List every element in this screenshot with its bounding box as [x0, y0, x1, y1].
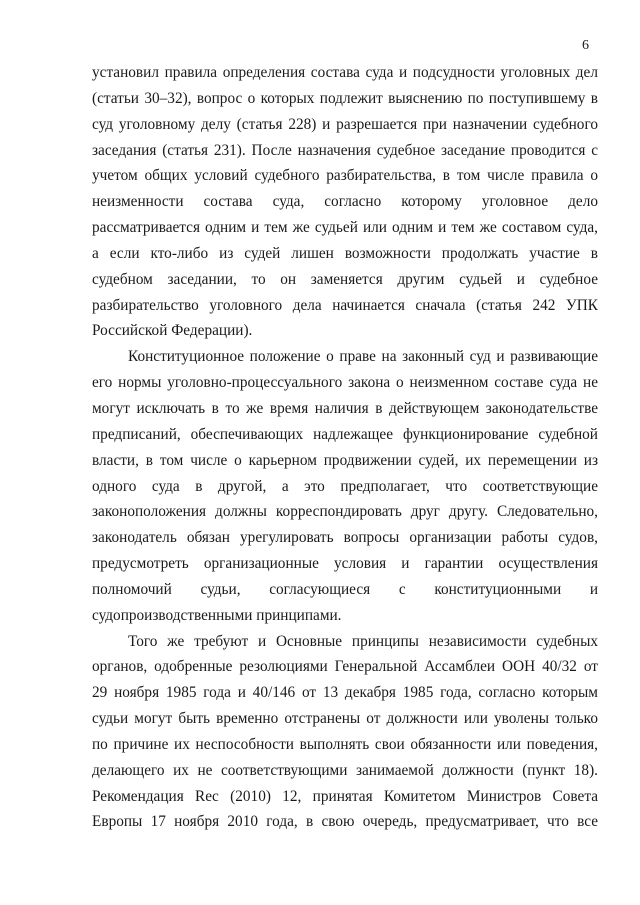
text-line: Российской Федерации). — [92, 322, 253, 340]
paragraph — [92, 629, 598, 836]
text-line: установил правила определения состава суда и подсудности уголовных дел — [92, 64, 598, 81]
text-line: могут исключать в то же время наличия в действующем законодательстве — [92, 399, 598, 417]
text-line: суд уголовному делу (статья 228) и разрешается при назначении судебного — [92, 115, 598, 133]
text-line: рассматривается одним и тем же судьей или одним и тем же составом суда, — [92, 219, 598, 237]
text-line: судебном заседании, то он заменяется другим судьей и судебное — [92, 270, 598, 288]
text-line: Рекомендация Rec (2010) 12, принятая Комитетом Министров Совета — [92, 787, 598, 805]
text-line: по причине их неспособности выполнять свои обязанности или поведения, — [92, 735, 598, 753]
text-line: органов, одобренные резолюциями Генеральной Ассамблеи ООН 40/32 от — [92, 658, 598, 676]
text-line: судопроизводственными принципами. — [92, 606, 342, 624]
text-line: полномочий судьи, согласующиеся с конституционными и — [92, 580, 598, 598]
text-line: законодатель обязан урегулировать вопросы организации работы судов, — [92, 529, 598, 547]
paragraph — [92, 60, 598, 344]
text-line: заседания (статья 231). После назначения судебное заседание проводится с — [92, 141, 598, 159]
text-line: его нормы уголовно-процессуального закона о неизменном составе суда не — [92, 374, 598, 392]
text-line: разбирательство уголовного дела начинается сначала (статья 242 УПК — [92, 296, 598, 314]
text-line: а если кто-либо из судей лишен возможности продолжать участие в — [92, 244, 598, 262]
paragraph — [92, 344, 598, 628]
text-line: (статьи 30–32), вопрос о которых подлежит выяснению по поступившему в — [92, 89, 598, 107]
text-line: неизменности состава суда, согласно которому уголовное дело — [92, 193, 598, 211]
text-line: делающего их не соответствующими занимаемой должности (пункт 18). — [92, 761, 598, 779]
text-line: Того же требуют и Основные принципы независимости судебных — [128, 632, 598, 650]
text-line: одного суда в другой, а это предполагает, что соответствующие — [92, 477, 598, 495]
document-body — [92, 60, 598, 835]
text-line: власти, в том числе о карьерном продвижении судей, их перемещении из — [92, 451, 598, 469]
text-line: законоположения должны корреспондировать друг другу. Следовательно, — [92, 503, 598, 521]
text-line: предписаний, обеспечивающих надлежащее функционирование судебной — [92, 425, 598, 443]
text-line: предусмотреть организационные условия и гарантии осуществления — [92, 555, 598, 573]
text-line: Конституционное положение о праве на законный суд и развивающие — [128, 348, 598, 366]
text-line: Европы 17 ноября 2010 года, в свою очередь, предусматривает, что все — [92, 813, 598, 831]
text-line: учетом общих условий судебного разбирательства, в том числе правила о — [92, 167, 598, 185]
text-line: судьи могут быть временно отстранены от должности или уволены только — [92, 710, 598, 728]
text-line: 29 ноября 1985 года и 40/146 от 13 декабря 1985 года, согласно которым — [92, 684, 598, 702]
page-number: 6 — [582, 38, 589, 53]
